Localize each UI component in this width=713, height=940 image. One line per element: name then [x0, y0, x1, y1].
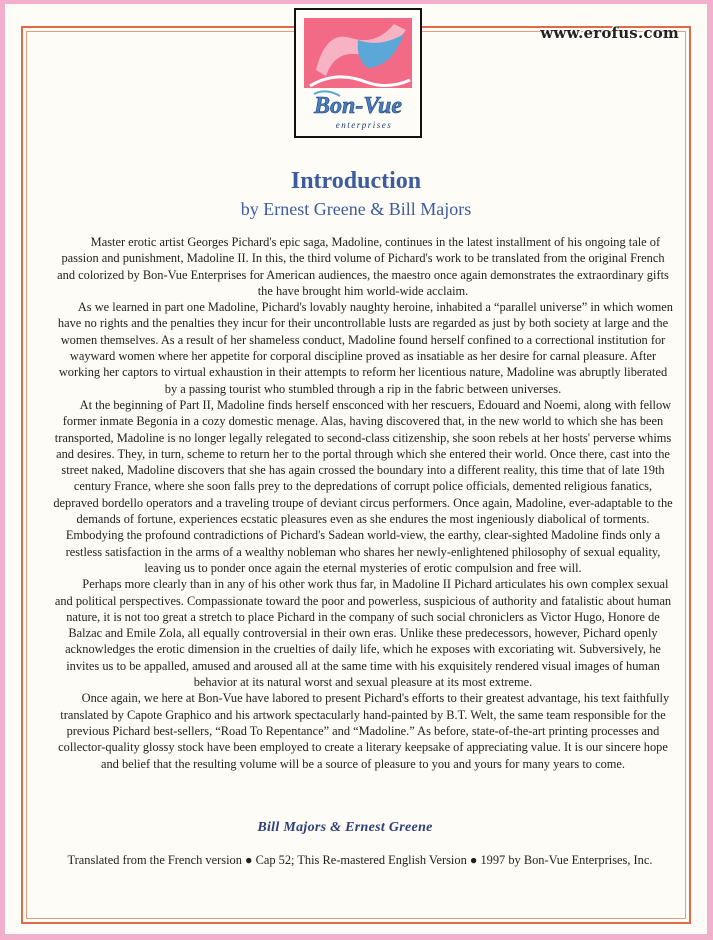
logo-brand: Bon-Vue — [313, 93, 403, 119]
watermark-text: www.erofus.com — [540, 24, 679, 42]
bon-vue-logo — [294, 8, 422, 138]
introduction-body — [53, 234, 673, 772]
paragraph-1: Master erotic artist Georges Pichard's epic saga, Madoline, continues in the latest installment of his ongoing tale of passion and punishment, Madoline II. In this, the third volume of Pichard's work to be translated from the original French and colorized by Bon-Vue Enterprises for American audiences, the maestro once again demonstrates the extraordinary gifts the have brought him world-wide acclaim. — [57, 235, 669, 298]
document-page — [5, 4, 707, 934]
signature: Bill Majors & Ernest Greene — [257, 820, 433, 835]
byline: by Ernest Greene & Bill Majors — [240, 199, 472, 219]
paragraph-3: At the beginning of Part II, Madoline finds herself ensconced with her rescuers, Edouard and Noemi, along with fellow former inmate Begonia in a cozy domestic menage. Alas, having discovered that, in the new world to which she has been transported, Madoline is no longer legally relegated to second-class citizenship, she soon rebels at her hosts' perverse whims and desires. They, in turn, scheme to return her to the portal through which she entered their world. Once there, cast into the street naked, Madoline discovers that she has again crossed the boundary into a different reality, this time that of late 19th century France, where she soon falls prey to the depredations of corrupt police officials, demented religious fanatics, depraved bordello operators and a traveling troupe of deviant circus performers. Once again, Madoline, ever-adaptable to the demands of fortune, experiences ecstatic pleasures even as she endures the most ingeniously diabolical of torments. Embodying the profound contradictions of Pichard's Sadean world-view, the earthy, clear-sighted Madoline finds only a restless satisfaction in the arms of a wealthy nobleman who shares her newly-enlightened philosophy of sexual equality, leaving us to ponder once again the eternal mysteries of erotic compulsion and free will. — [53, 397, 673, 575]
page-title: Introduction — [290, 168, 422, 194]
logo-sub: enterprises — [335, 120, 393, 130]
paragraph-5: Once again, we here at Bon-Vue have labored to present Pichard's efforts to their greatest advantage, his text faithfully translated by Capote Graphico and his artwork spectacularly hand-painted by B.T. Welt, the same team responsible for the previous Pichard best-sellers, “Road To Repentance” and “Madoline.” As before, state-of-the-art printing processes and collector-quality glossy stock have been employed to create a literary keepsake of appreciating value. It is our sincere hope and belief that the resulting volume will be a source of pleasure to you and yours for many years to come. — [58, 691, 670, 771]
paragraph-4: Perhaps more clearly than in any of his other work thus far, in Madoline II Pichard articulates his own complex sexual and political perspectives. Compassionate toward the poor and powerless, suspicious of authority and fatalistic about human nature, it is not too great a stretch to place Pichard in the company of such social chroniclers as Victor Hugo, Honore de Balzac and Emile Zola, all equally controversial in their own eras. Unlike these predecessors, however, Pichard openly acknowledges the erotic dimension in the cruelties of daily life, which he exposes with excoriating wit. Subversively, he invites us to be appalled, amused and aroused all at the same time with his exquisitely rendered visual images of human behavior at its natural worst and sexual pleasure at its most extreme. — [54, 577, 672, 690]
paragraph-2: As we learned in part one Madoline, Pichard's lovably naughty heroine, inhabited a “parallel universe” in which women have no rights and the penalties they incur for their uncontrollable lusts are regarded as just by both society at large and the women themselves. As a result of her shameless conduct, Madoline found herself confined to a correctional institution for wayward women where her appetite for corporal discipline proved as insatiable as her desire for carnal pleasure. After working her captors to virtual exhaustion in their attempts to reform her licentious nature, Madoline was abruptly liberated by a passing tourist who stumbled through a rip in the fabric between universes. — [57, 300, 673, 396]
copyright-footer: Translated from the French version ● Cap 52; This Re-mastered English Version ● 1997 by Bon-Vue Enterprises, Inc. — [67, 853, 653, 867]
